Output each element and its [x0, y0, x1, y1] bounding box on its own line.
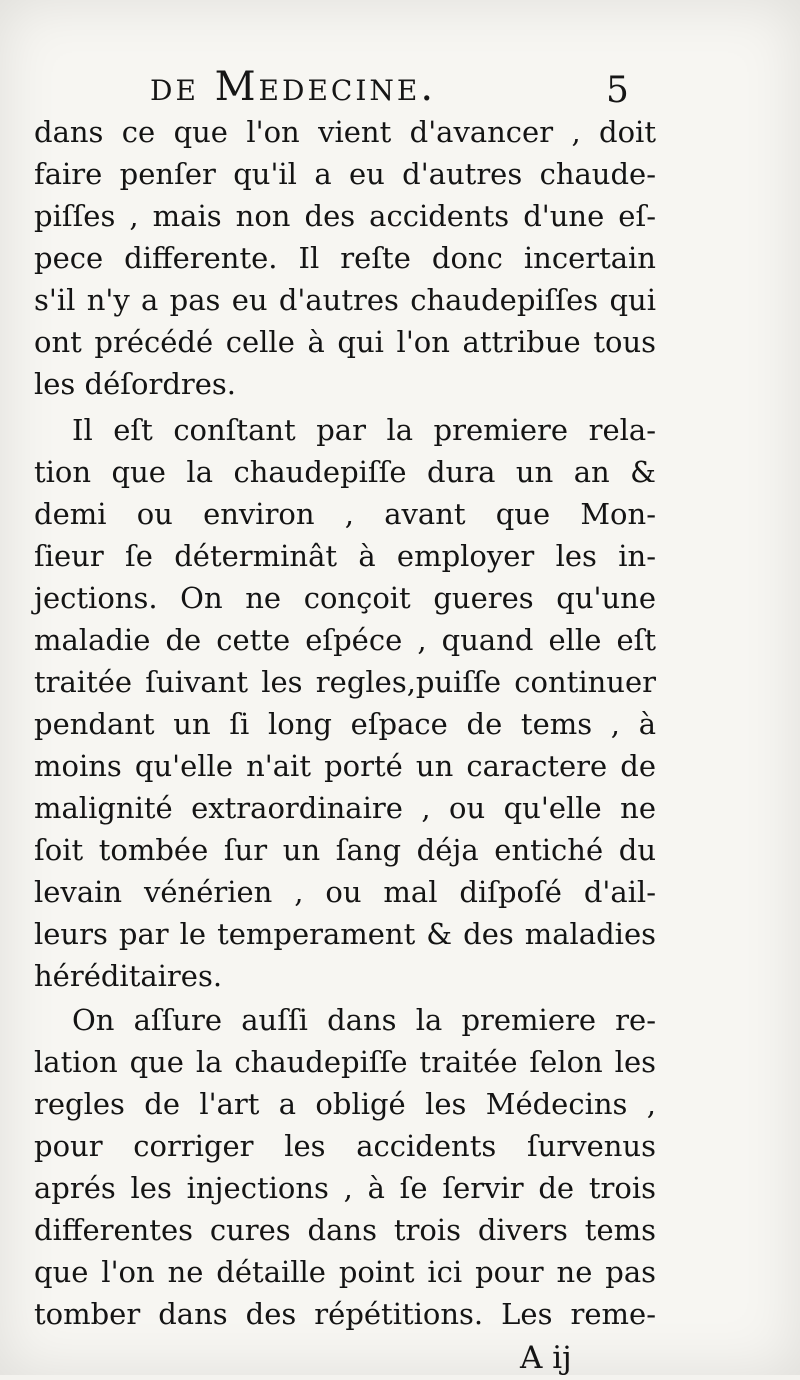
text-line: tomber dans des répétitions. Les reme-: [34, 1297, 656, 1331]
text-line: regles de l'art a obligé les Médecins ,: [34, 1087, 656, 1121]
text-line: traitée ſuivant les regles,puiſſe continuer: [34, 665, 656, 699]
text-line: ſoit tombée ſur un ſang déja entiché du: [34, 833, 656, 867]
text-line: moins qu'elle n'ait porté un caractere de: [34, 749, 656, 783]
text-line: héréditaires.: [34, 959, 223, 993]
text-line: s'il n'y a pas eu d'autres chaudepiſſes qui: [34, 283, 656, 317]
text-line: tion que la chaudepiſſe dura un an &: [34, 455, 656, 489]
text-line: levain vénérien , ou mal diſpoſé d'ail-: [34, 875, 656, 909]
running-title: de Medecine.: [150, 64, 437, 110]
text-line: dans ce que l'on vient d'avancer , doit: [34, 115, 656, 149]
signature-mark: A ij: [520, 1340, 572, 1376]
text-line: lation que la chaudepiſſe traitée ſelon les: [34, 1045, 656, 1079]
text-line: pendant un ſi long eſpace de tems , à: [34, 707, 656, 741]
text-line: ont précédé celle à qui l'on attribue tous: [34, 325, 656, 359]
page-number: 5: [606, 70, 629, 111]
text-line: que l'on ne détaille point ici pour ne pas: [34, 1255, 656, 1289]
text-line: aprés les injections , à ſe ſervir de trois: [34, 1171, 656, 1205]
text-line: On aſſure auſſi dans la premiere re-: [72, 1003, 656, 1037]
text-line: Il eſt conſtant par la premiere rela-: [72, 413, 656, 447]
text-line: malignité extraordinaire , ou qu'elle ne: [34, 791, 656, 825]
text-line: piſſes , mais non des accidents d'une eſ-: [34, 199, 656, 233]
text-line: differentes cures dans trois divers tems: [34, 1213, 656, 1247]
text-line: pece differente. Il reſte donc incertain: [34, 241, 656, 275]
text-line: leurs par le temperament & des maladies: [34, 917, 656, 951]
text-line: les déſordres.: [34, 367, 237, 401]
text-line: jections. On ne conçoit gueres qu'une: [34, 581, 656, 615]
text-line: ſieur ſe déterminât à employer les in-: [34, 539, 656, 573]
text-line: pour corriger les accidents ſurvenus: [34, 1129, 656, 1163]
text-line: demi ou environ , avant que Mon-: [34, 497, 656, 531]
text-line: faire penſer qu'il a eu d'autres chaude-: [34, 157, 656, 191]
text-line: maladie de cette eſpéce , quand elle eſt: [34, 623, 656, 657]
